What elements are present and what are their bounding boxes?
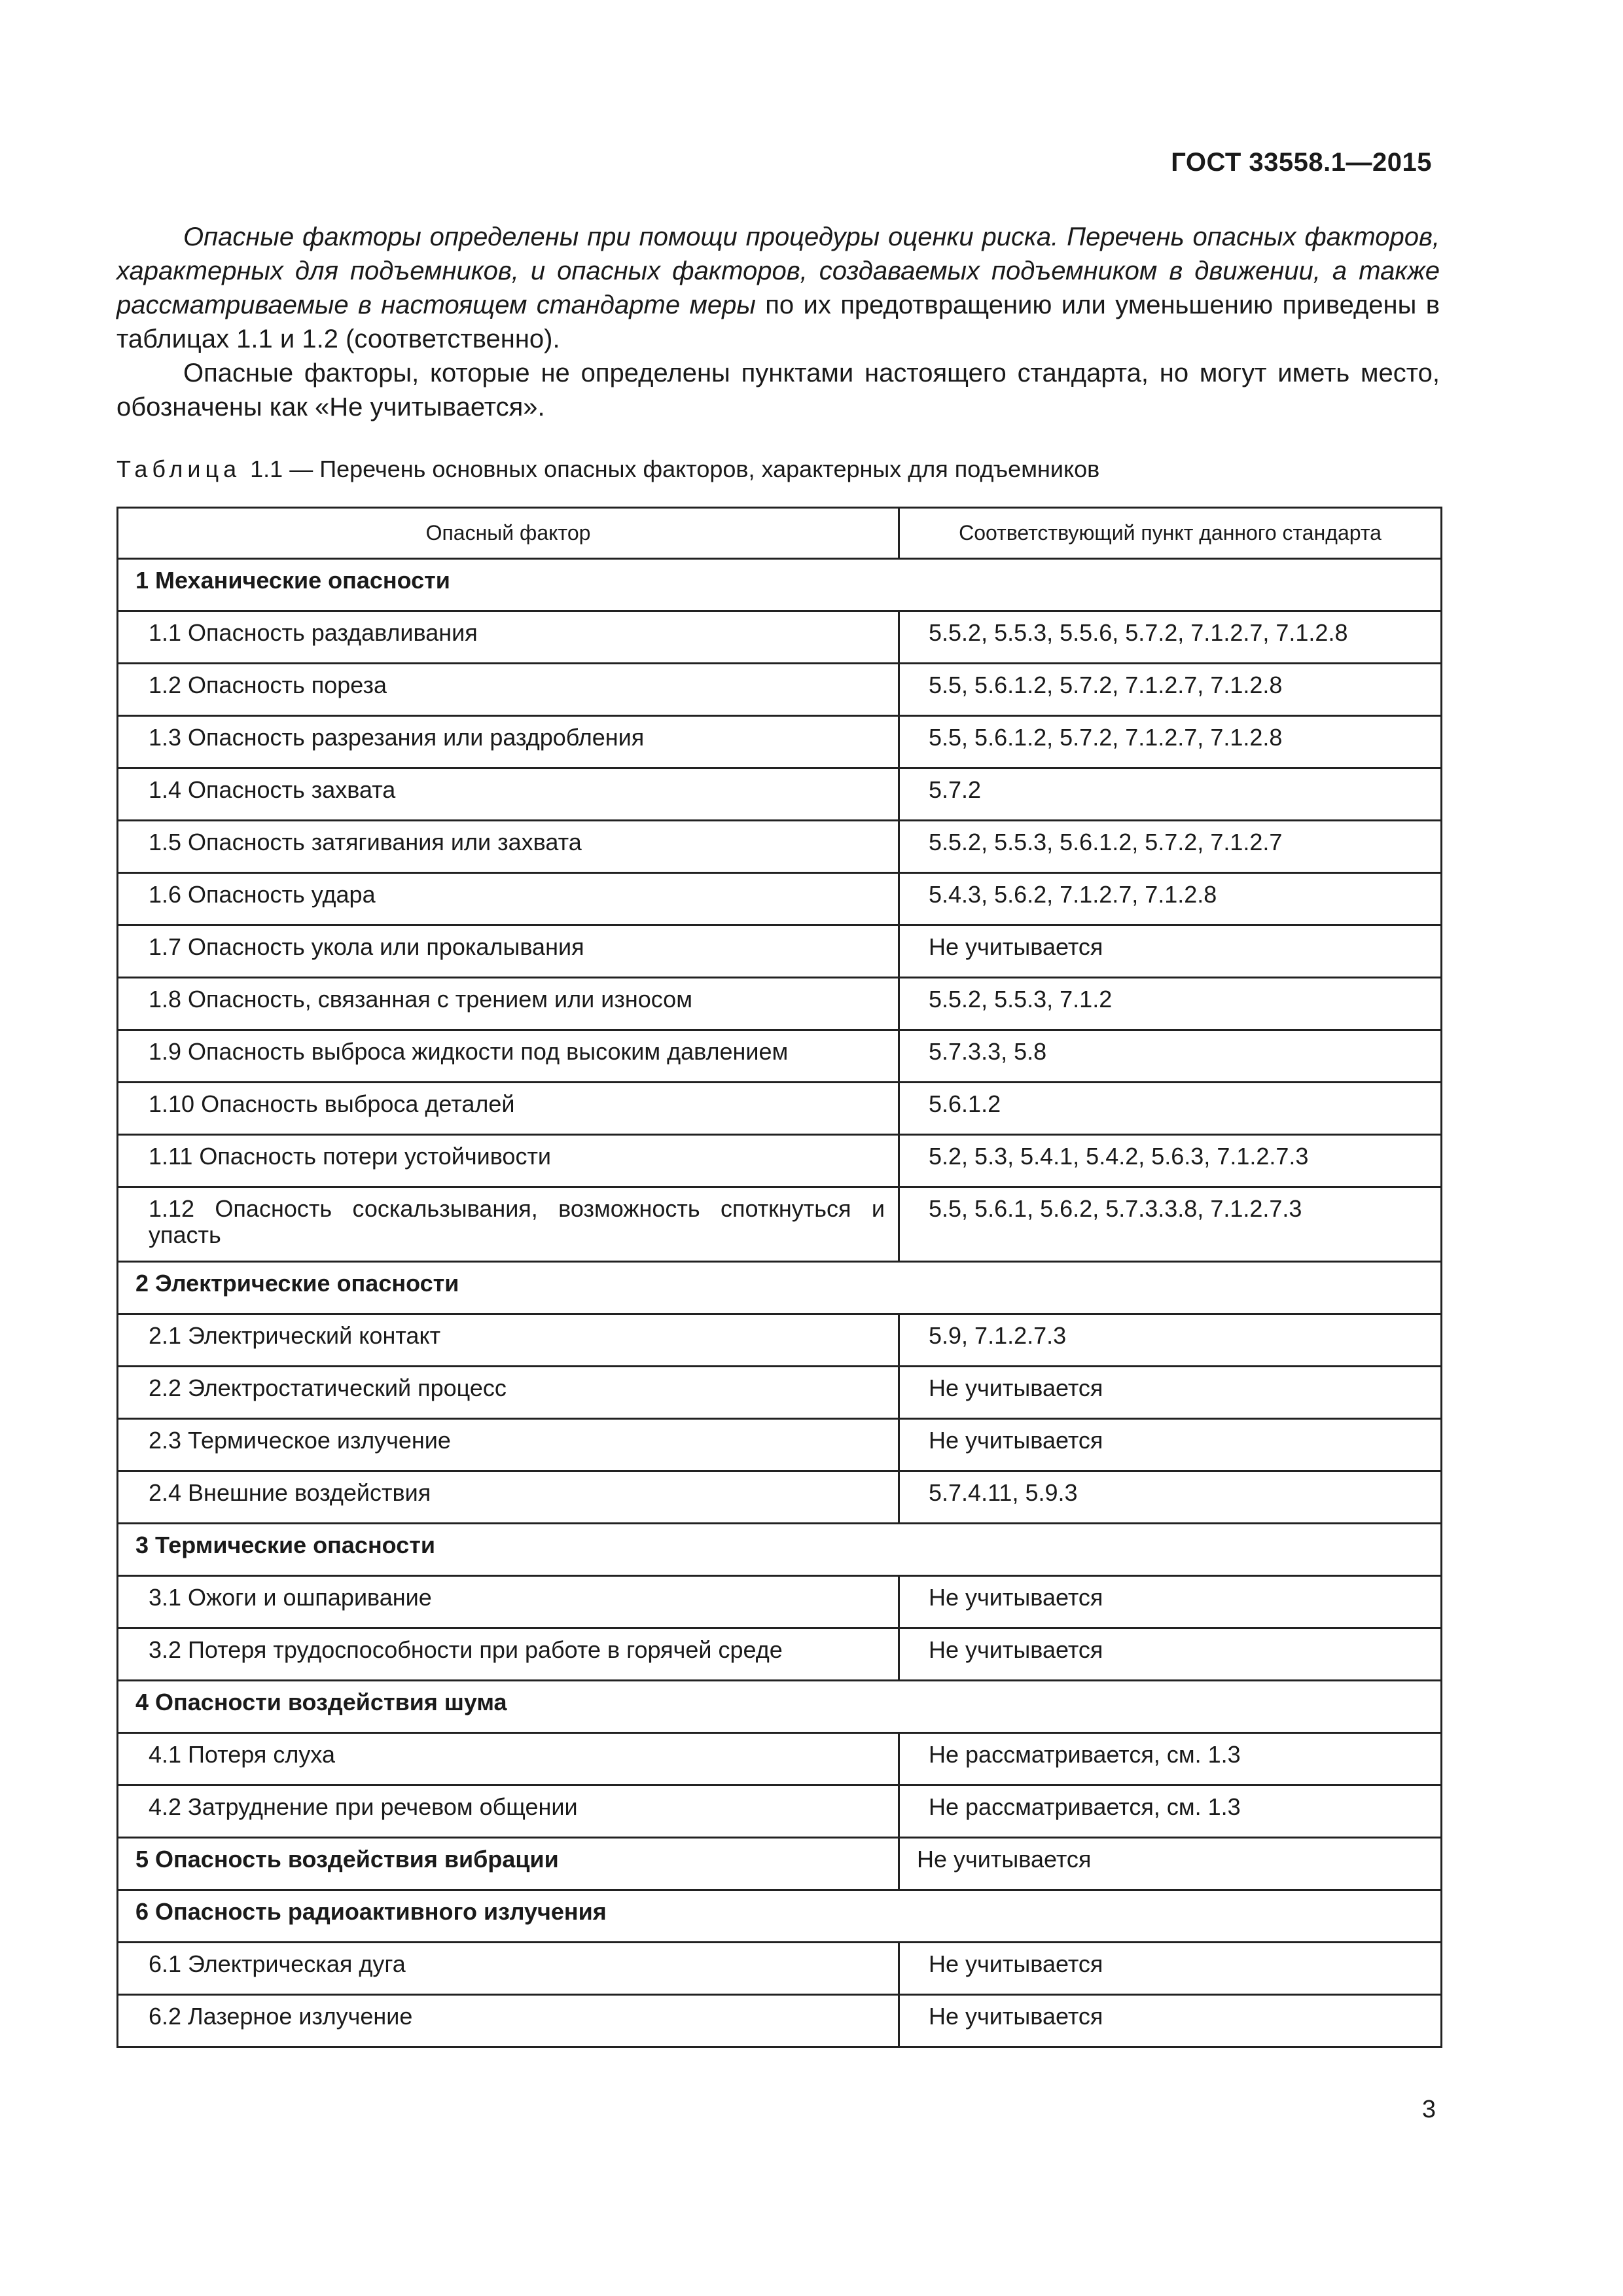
- standard-clause-cell: Не учитывается: [899, 1367, 1442, 1419]
- hazard-factor-cell: 1.12 Опасность соскальзывания, возможность споткнуться и упасть: [118, 1187, 899, 1262]
- table-body: [118, 559, 1442, 2047]
- intro-paragraph-2: Опасные факторы, которые не определены пунктами настоящего стандарта, но могут иметь место, обозначены как «Не учитывается».: [116, 359, 1440, 422]
- hazard-factor-cell: 3.1 Ожоги и ошпаривание: [118, 1576, 899, 1628]
- group-title: 6 Опасность радиоактивного излучения: [118, 1890, 1442, 1943]
- hazard-factor-cell: 2.2 Электростатический процесс: [118, 1367, 899, 1419]
- page-number: 3: [1421, 2096, 1436, 2123]
- table-group-row: [118, 1262, 1442, 1314]
- hazard-factor-cell: 1.9 Опасность выброса жидкости под высоким давлением: [118, 1030, 899, 1083]
- table-caption-word: Таблица: [116, 456, 241, 482]
- standard-clause-cell: Не учитывается: [899, 925, 1442, 978]
- intro-paragraph-1-italic: Опасные факторы определены при помощи процедуры оценки риска. Перечень опасных факторов, характерных для подъемников, и опасных факторов, создаваемых подъемником в движении, а также рассматриваемые в настоящем стандарте меры: [116, 223, 1440, 319]
- table-row: [118, 611, 1442, 664]
- table-row: [118, 1785, 1442, 1838]
- table-row: [118, 768, 1442, 821]
- standard-clause-cell: 5.5, 5.6.1.2, 5.7.2, 7.1.2.7, 7.1.2.8: [899, 716, 1442, 768]
- table-row: [118, 873, 1442, 925]
- hazard-factor-cell: 2.4 Внешние воздействия: [118, 1471, 899, 1524]
- table-row: [118, 1187, 1442, 1262]
- intro-paragraph-1-regular: по их предотвращению или уменьшению приведены в таблицах 1.1 и 1.2 (соответственно).: [116, 291, 1440, 353]
- standard-clause-cell: 5.7.4.11, 5.9.3: [899, 1471, 1442, 1524]
- table-row: [118, 1367, 1442, 1419]
- hazard-factor-cell: 4.2 Затруднение при речевом общении: [118, 1785, 899, 1838]
- hazard-factor-cell: 1.5 Опасность затягивания или захвата: [118, 821, 899, 873]
- intro-text: [116, 220, 1440, 424]
- hazard-factor-cell: 1.3 Опасность разрезания или раздробления: [118, 716, 899, 768]
- standard-clause-cell: 5.5, 5.6.1, 5.6.2, 5.7.3.3.8, 7.1.2.7.3: [899, 1187, 1442, 1262]
- table-group-row: [118, 1838, 1442, 1890]
- group-title: 5 Опасность воздействия вибрации: [118, 1838, 899, 1890]
- intro-paragraph-1: [116, 220, 1440, 356]
- header-standard-clause: Соответствующий пункт данного стандарта: [899, 508, 1442, 559]
- table-row: [118, 1628, 1442, 1681]
- hazard-factor-cell: 6.2 Лазерное излучение: [118, 1995, 899, 2047]
- group-title: 4 Опасности воздействия шума: [118, 1681, 1442, 1733]
- standard-clause-cell: 5.7.2: [899, 768, 1442, 821]
- group-title: 3 Термические опасности: [118, 1524, 1442, 1576]
- hazard-factor-cell: 4.1 Потеря слуха: [118, 1733, 899, 1785]
- table-group-row: [118, 1890, 1442, 1943]
- table-row: [118, 1083, 1442, 1135]
- table-row: [118, 716, 1442, 768]
- table-caption: [116, 456, 1099, 483]
- table-row: [118, 821, 1442, 873]
- table-caption-text: 1.1 — Перечень основных опасных факторов, характерных для подъемников: [250, 456, 1100, 482]
- table-row: [118, 1995, 1442, 2047]
- standard-clause-cell: Не рассматривается, см. 1.3: [899, 1785, 1442, 1838]
- hazard-factor-cell: 1.6 Опасность удара: [118, 873, 899, 925]
- table-row: [118, 978, 1442, 1030]
- hazard-factor-cell: 1.10 Опасность выброса деталей: [118, 1083, 899, 1135]
- standard-clause-cell: Не учитывается: [899, 1838, 1442, 1890]
- standard-clause-cell: 5.5.2, 5.5.3, 7.1.2: [899, 978, 1442, 1030]
- hazard-factor-cell: 1.2 Опасность пореза: [118, 664, 899, 716]
- table-group-row: [118, 1524, 1442, 1576]
- standard-clause-cell: 5.7.3.3, 5.8: [899, 1030, 1442, 1083]
- table-row: [118, 1419, 1442, 1471]
- standard-clause-cell: Не рассматривается, см. 1.3: [899, 1733, 1442, 1785]
- table-row: [118, 1135, 1442, 1187]
- table-row: [118, 925, 1442, 978]
- standard-clause-cell: Не учитывается: [899, 1419, 1442, 1471]
- standard-clause-cell: 5.6.1.2: [899, 1083, 1442, 1135]
- table-row: [118, 1733, 1442, 1785]
- hazard-factor-cell: 1.8 Опасность, связанная с трением или износом: [118, 978, 899, 1030]
- standard-clause-cell: 5.2, 5.3, 5.4.1, 5.4.2, 5.6.3, 7.1.2.7.3: [899, 1135, 1442, 1187]
- table-row: [118, 1314, 1442, 1367]
- standard-clause-cell: Не учитывается: [899, 1995, 1442, 2047]
- hazards-table: [116, 507, 1442, 2048]
- table-group-row: [118, 1681, 1442, 1733]
- header-hazard-factor: Опасный фактор: [118, 508, 899, 559]
- hazard-factor-cell: 1.11 Опасность потери устойчивости: [118, 1135, 899, 1187]
- table-group-row: [118, 559, 1442, 611]
- hazard-factor-cell: 2.1 Электрический контакт: [118, 1314, 899, 1367]
- table-row: [118, 1030, 1442, 1083]
- standard-clause-cell: 5.9, 7.1.2.7.3: [899, 1314, 1442, 1367]
- standard-clause-cell: 5.5.2, 5.5.3, 5.5.6, 5.7.2, 7.1.2.7, 7.1.2.8: [899, 611, 1442, 664]
- hazard-factor-cell: 1.4 Опасность захвата: [118, 768, 899, 821]
- group-title: 1 Механические опасности: [118, 559, 1442, 611]
- hazard-factor-cell: 1.1 Опасность раздавливания: [118, 611, 899, 664]
- standard-clause-cell: 5.4.3, 5.6.2, 7.1.2.7, 7.1.2.8: [899, 873, 1442, 925]
- table-row: [118, 1943, 1442, 1995]
- table-header-row: [118, 508, 1442, 559]
- standard-clause-cell: 5.5.2, 5.5.3, 5.6.1.2, 5.7.2, 7.1.2.7: [899, 821, 1442, 873]
- hazard-factor-cell: 2.3 Термическое излучение: [118, 1419, 899, 1471]
- table-row: [118, 1471, 1442, 1524]
- hazard-factor-cell: 3.2 Потеря трудоспособности при работе в горячей среде: [118, 1628, 899, 1681]
- hazard-factor-cell: 6.1 Электрическая дуга: [118, 1943, 899, 1995]
- table-row: [118, 664, 1442, 716]
- group-title: 2 Электрические опасности: [118, 1262, 1442, 1314]
- hazard-factor-cell: 1.7 Опасность укола или прокалывания: [118, 925, 899, 978]
- standard-clause-cell: Не учитывается: [899, 1943, 1442, 1995]
- document-standard-code: ГОСТ 33558.1—2015: [1171, 148, 1432, 177]
- standard-clause-cell: Не учитывается: [899, 1628, 1442, 1681]
- table-row: [118, 1576, 1442, 1628]
- standard-clause-cell: 5.5, 5.6.1.2, 5.7.2, 7.1.2.7, 7.1.2.8: [899, 664, 1442, 716]
- standard-clause-cell: Не учитывается: [899, 1576, 1442, 1628]
